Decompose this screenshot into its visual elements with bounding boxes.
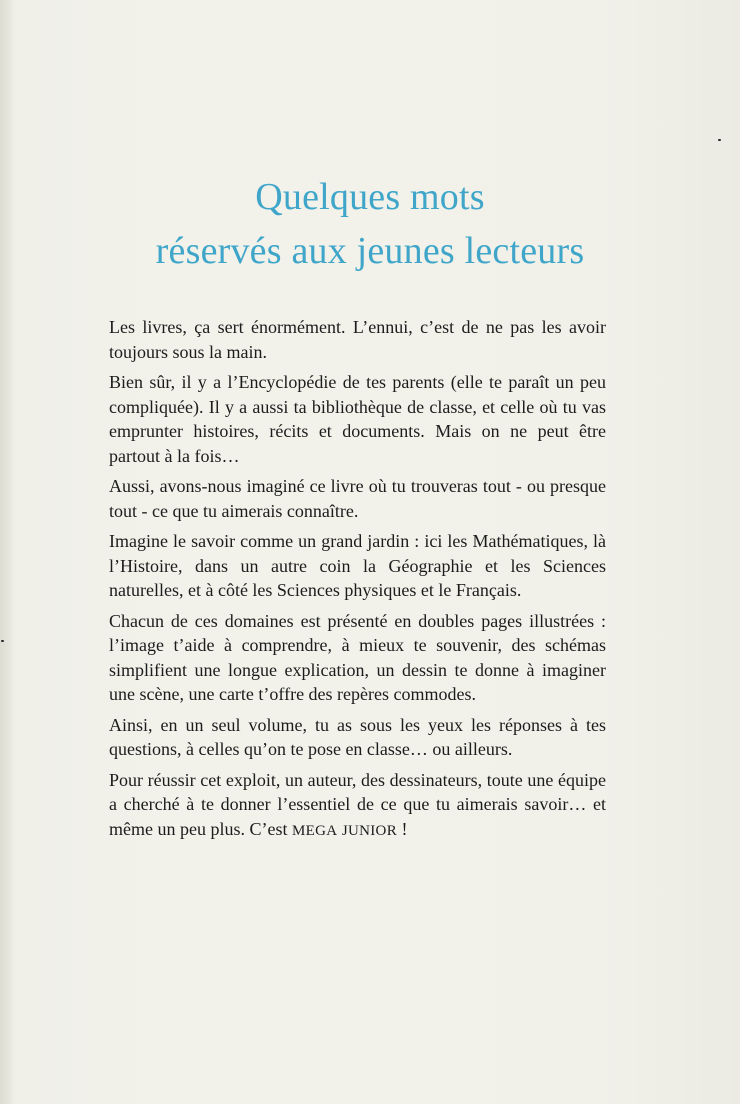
- title-line-2: réservés aux jeunes lecteurs: [155, 230, 585, 272]
- page-edge-shadow: [0, 0, 14, 1104]
- title-line-1: Quelques mots: [255, 176, 485, 218]
- page-title: [0, 170, 740, 278]
- print-speck: [718, 139, 721, 141]
- paragraph-2: Bien sûr, il y a l’Encyclopédie de tes parents (elle te paraît un peu compliquée). Il y a aussi ta bibliothèque de classe, et celle où tu vas emprunter histoires, récits et documents. Mais on ne peut être partout à la fois…: [109, 372, 606, 466]
- paragraph-5: Chacun de ces domaines est présenté en doubles pages illustrées : l’image t’aide à comprendre, à mieux te souvenir, des schémas simplifient une longue explication, un dessin te donne à imaginer une scène, une carte t’offre des repères commodes.: [109, 610, 606, 704]
- brand-junior: JUNIOR: [341, 822, 397, 839]
- body-text: [109, 315, 606, 849]
- paragraph-7-text: Pour réussir cet exploit, un auteur, des dessinateurs, toute une équipe a cherché à te donner l’essentiel de ce que tu aimerais savoir… et même un peu plus. C’est: [109, 769, 606, 839]
- paragraph-7-ending: !: [397, 818, 408, 839]
- print-speck: [1, 640, 4, 642]
- paragraph-1: Les livres, ça sert énormément. L’ennui, c’est de ne pas les avoir toujours sous la main.: [109, 317, 606, 362]
- paragraph-6: Ainsi, en un seul volume, tu as sous les yeux les réponses à tes questions, à celles qu’on te pose en classe… ou ailleurs.: [109, 714, 606, 759]
- paragraph-4: Imagine le savoir comme un grand jardin : ici les Mathématiques, là l’Histoire, dans un autre coin la Géographie et les Sciences naturelles, et à côté les Sciences physiques et le Français.: [109, 531, 606, 600]
- paragraph-3: Aussi, avons-nous imaginé ce livre où tu trouveras tout - ou presque tout - ce que tu aimerais connaître.: [109, 476, 606, 521]
- paragraph-7: [109, 768, 606, 844]
- brand-mega: MEGA: [291, 822, 338, 839]
